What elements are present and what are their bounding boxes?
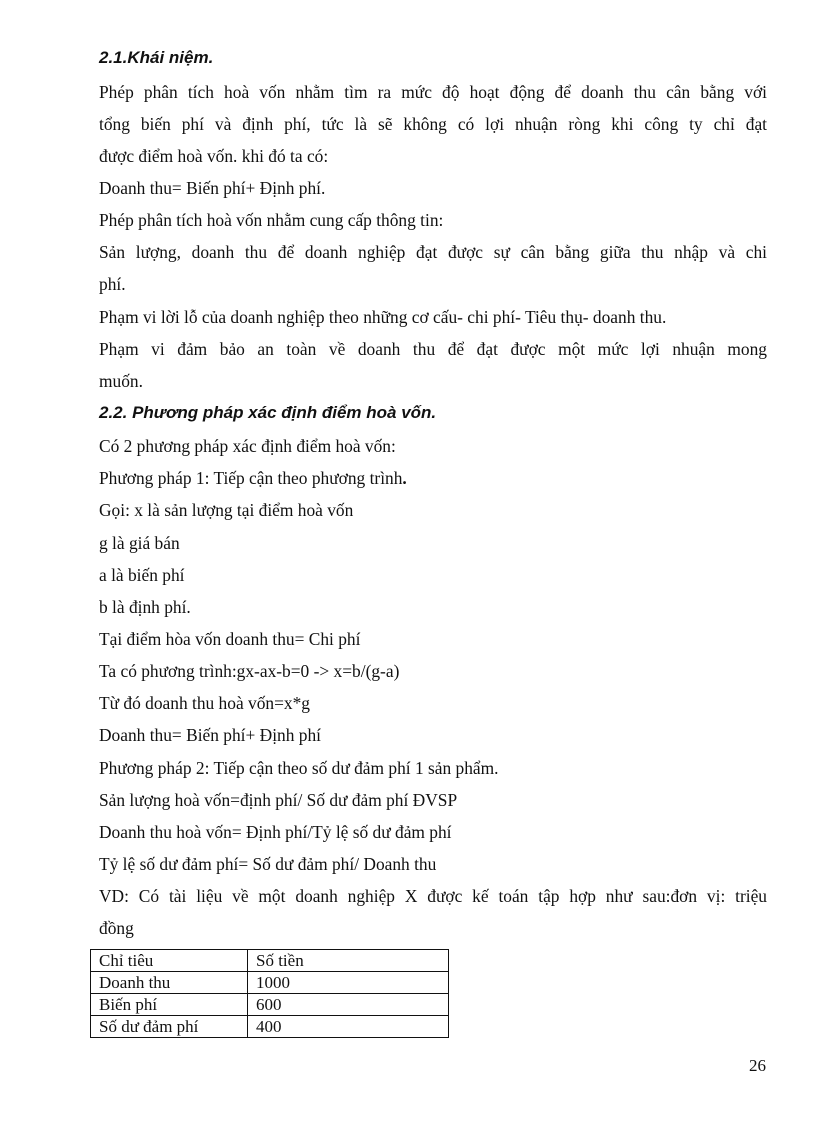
paragraph-line: Sản lượng, doanh thu để doanh nghiệp đạt được sự cân bằng giữa thu nhập và chi (99, 242, 767, 262)
table-header-row (91, 950, 449, 972)
method-1-dot: . (402, 468, 407, 488)
table-header-cell: Số tiền (248, 950, 449, 972)
equation-line: Ta có phương trình:gx-ax-b=0 -> x=b/(g-a) (99, 661, 400, 681)
table-header-cell: Chỉ tiêu (91, 950, 248, 972)
paragraph-line: Phạm vi lời lỗ của doanh nghiệp theo những cơ cấu- chi phí- Tiêu thụ- doanh thu. (99, 307, 667, 327)
definition-line: b là định phí. (99, 597, 191, 617)
example-line: đồng (99, 918, 134, 938)
paragraph-line: tổng biến phí và định phí, tức là sẽ không có lợi nhuận ròng khi công ty chỉ đạt (99, 114, 767, 134)
formula-line: Từ đó doanh thu hoà vốn=x*g (99, 693, 310, 713)
method-1-title (99, 468, 767, 488)
table-row (91, 1016, 449, 1038)
example-line: VD: Có tài liệu về một doanh nghiệp X được kế toán tập hợp như sau:đơn vị: triệu (99, 886, 767, 906)
paragraph-line: Có 2 phương pháp xác định điểm hoà vốn: (99, 436, 396, 456)
paragraph-line: được điểm hoà vốn. khi đó ta có: (99, 146, 329, 166)
definition-line: a là biến phí (99, 565, 185, 585)
formula-line: Tỷ lệ số dư đảm phí= Số dư đảm phí/ Doanh thu (99, 854, 437, 874)
table-cell: Doanh thu (91, 972, 248, 994)
definition-line: g là giá bán (99, 533, 180, 553)
method-2-title: Phương pháp 2: Tiếp cận theo số dư đảm phí 1 sản phẩm. (99, 758, 499, 778)
paragraph-line: Phép phân tích hoà vốn nhằm tìm ra mức độ hoạt động để doanh thu cân bằng với (99, 82, 767, 102)
page-number: 26 (749, 1056, 766, 1075)
definition-line: Gọi: x là sản lượng tại điểm hoà vốn (99, 500, 354, 520)
formula-line: Doanh thu hoà vốn= Định phí/Tỷ lệ số dư đảm phí (99, 822, 452, 842)
table-cell: Số dư đảm phí (91, 1016, 248, 1038)
data-table (90, 949, 449, 1038)
table-cell: 400 (248, 1016, 449, 1038)
formula-line: Doanh thu= Biến phí+ Định phí (99, 725, 322, 745)
table-row (91, 994, 449, 1016)
table-cell: Biến phí (91, 994, 248, 1016)
table-cell: 1000 (248, 972, 449, 994)
table-cell: 600 (248, 994, 449, 1016)
paragraph-line: Phép phân tích hoà vốn nhằm cung cấp thông tin: (99, 210, 444, 230)
formula-line: Sản lượng hoà vốn=định phí/ Số dư đảm phí ĐVSP (99, 790, 458, 810)
table-row (91, 972, 449, 994)
heading-2-1: 2.1.Khái niệm. (99, 48, 214, 67)
paragraph-line: Phạm vi đảm bảo an toàn về doanh thu để đạt được một mức lợi nhuận mong (99, 339, 767, 359)
formula-line: Doanh thu= Biến phí+ Định phí. (99, 178, 326, 198)
paragraph-line: muốn. (99, 371, 143, 391)
heading-2-2: 2.2. Phương pháp xác định điểm hoà vốn. (99, 403, 437, 422)
paragraph-line: phí. (99, 274, 126, 294)
paragraph-line: Tại điểm hòa vốn doanh thu= Chi phí (99, 629, 361, 649)
method-1-text: Phương pháp 1: Tiếp cận theo phương trình (99, 468, 403, 488)
